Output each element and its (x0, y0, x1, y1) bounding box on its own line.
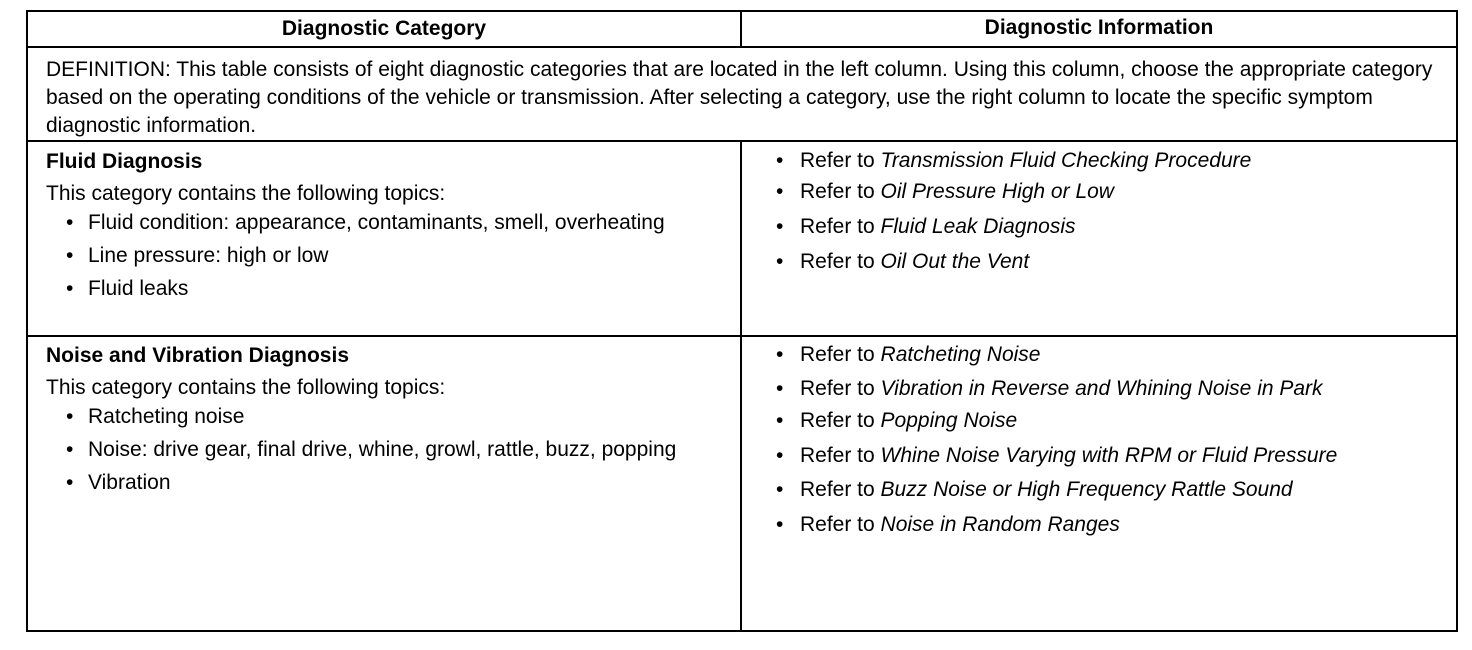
info-cell-noise-vibration (742, 342, 1456, 538)
reference-link[interactable]: Vibration in Reverse and Whining Noise in Park (880, 377, 1323, 400)
reference-link[interactable]: Buzz Noise or High Frequency Rattle Sound (880, 478, 1293, 501)
category-cell-noise-vibration (46, 343, 726, 504)
topic-item: • Fluid condition: appearance, contaminants, smell, overheating (88, 211, 726, 235)
header-diagnostic-category: Diagnostic Category (281, 17, 487, 40)
reference-item (800, 376, 1456, 402)
reference-item (800, 443, 1360, 469)
info-cell-fluid (742, 148, 1456, 275)
refer-prefix: Refer to (800, 444, 875, 467)
topic-item: • Ratcheting noise (88, 405, 726, 429)
reference-list (742, 342, 1456, 538)
refer-prefix: Refer to (800, 409, 875, 432)
category-cell-fluid (46, 149, 726, 310)
refer-prefix: Refer to (800, 149, 875, 172)
reference-item (800, 148, 1456, 174)
topic-item: • Line pressure: high or low (88, 244, 726, 268)
definition-divider (28, 140, 1456, 142)
category-intro: This category contains the following topics: (46, 182, 446, 205)
refer-prefix: Refer to (800, 377, 875, 400)
reference-link[interactable]: Transmission Fluid Checking Procedure (880, 149, 1252, 172)
refer-prefix: Refer to (800, 215, 875, 238)
topic-item: • Vibration (88, 471, 726, 495)
reference-link[interactable]: Ratcheting Noise (880, 343, 1041, 366)
topic-list (46, 405, 726, 495)
reference-link[interactable]: Noise in Random Ranges (880, 513, 1120, 536)
refer-prefix: Refer to (800, 180, 875, 203)
reference-link[interactable]: Popping Noise (880, 409, 1018, 432)
category-title: Noise and Vibration Diagnosis (46, 344, 350, 367)
topic-item: • Fluid leaks (88, 277, 726, 301)
row-divider (28, 335, 1456, 337)
reference-item (800, 179, 1456, 205)
category-title: Fluid Diagnosis (46, 150, 203, 173)
reference-item (800, 477, 1456, 503)
diagnostic-table (26, 10, 1458, 632)
reference-link[interactable]: Fluid Leak Diagnosis (880, 215, 1076, 238)
reference-link[interactable]: Whine Noise Varying with RPM or Fluid Pressure (880, 444, 1338, 467)
reference-item (800, 214, 1456, 240)
header-diagnostic-information: Diagnostic Information (984, 16, 1214, 39)
reference-link[interactable]: Oil Pressure High or Low (880, 180, 1114, 203)
topic-list (46, 211, 726, 301)
topic-item: • Noise: drive gear, final drive, whine, growl, rattle, buzz, popping (88, 438, 726, 462)
refer-prefix: Refer to (800, 343, 875, 366)
reference-list (742, 148, 1456, 275)
reference-item (800, 408, 1456, 434)
reference-link[interactable]: Oil Out the Vent (880, 250, 1030, 273)
reference-item (800, 512, 1456, 538)
reference-item (800, 342, 1456, 368)
refer-prefix: Refer to (800, 513, 875, 536)
header-divider (28, 46, 1456, 48)
reference-item (800, 249, 1456, 275)
refer-prefix: Refer to (800, 250, 875, 273)
refer-prefix: Refer to (800, 478, 875, 501)
definition-text: DEFINITION: This table consists of eight diagnostic categories that are located in the left column. Using this column, choose the appropriate category based on the operating conditions of the vehicle or transmission. After selecting a category, use the right column to locate the specific symptom diagnostic information. (46, 58, 1433, 137)
category-intro: This category contains the following topics: (46, 376, 446, 399)
